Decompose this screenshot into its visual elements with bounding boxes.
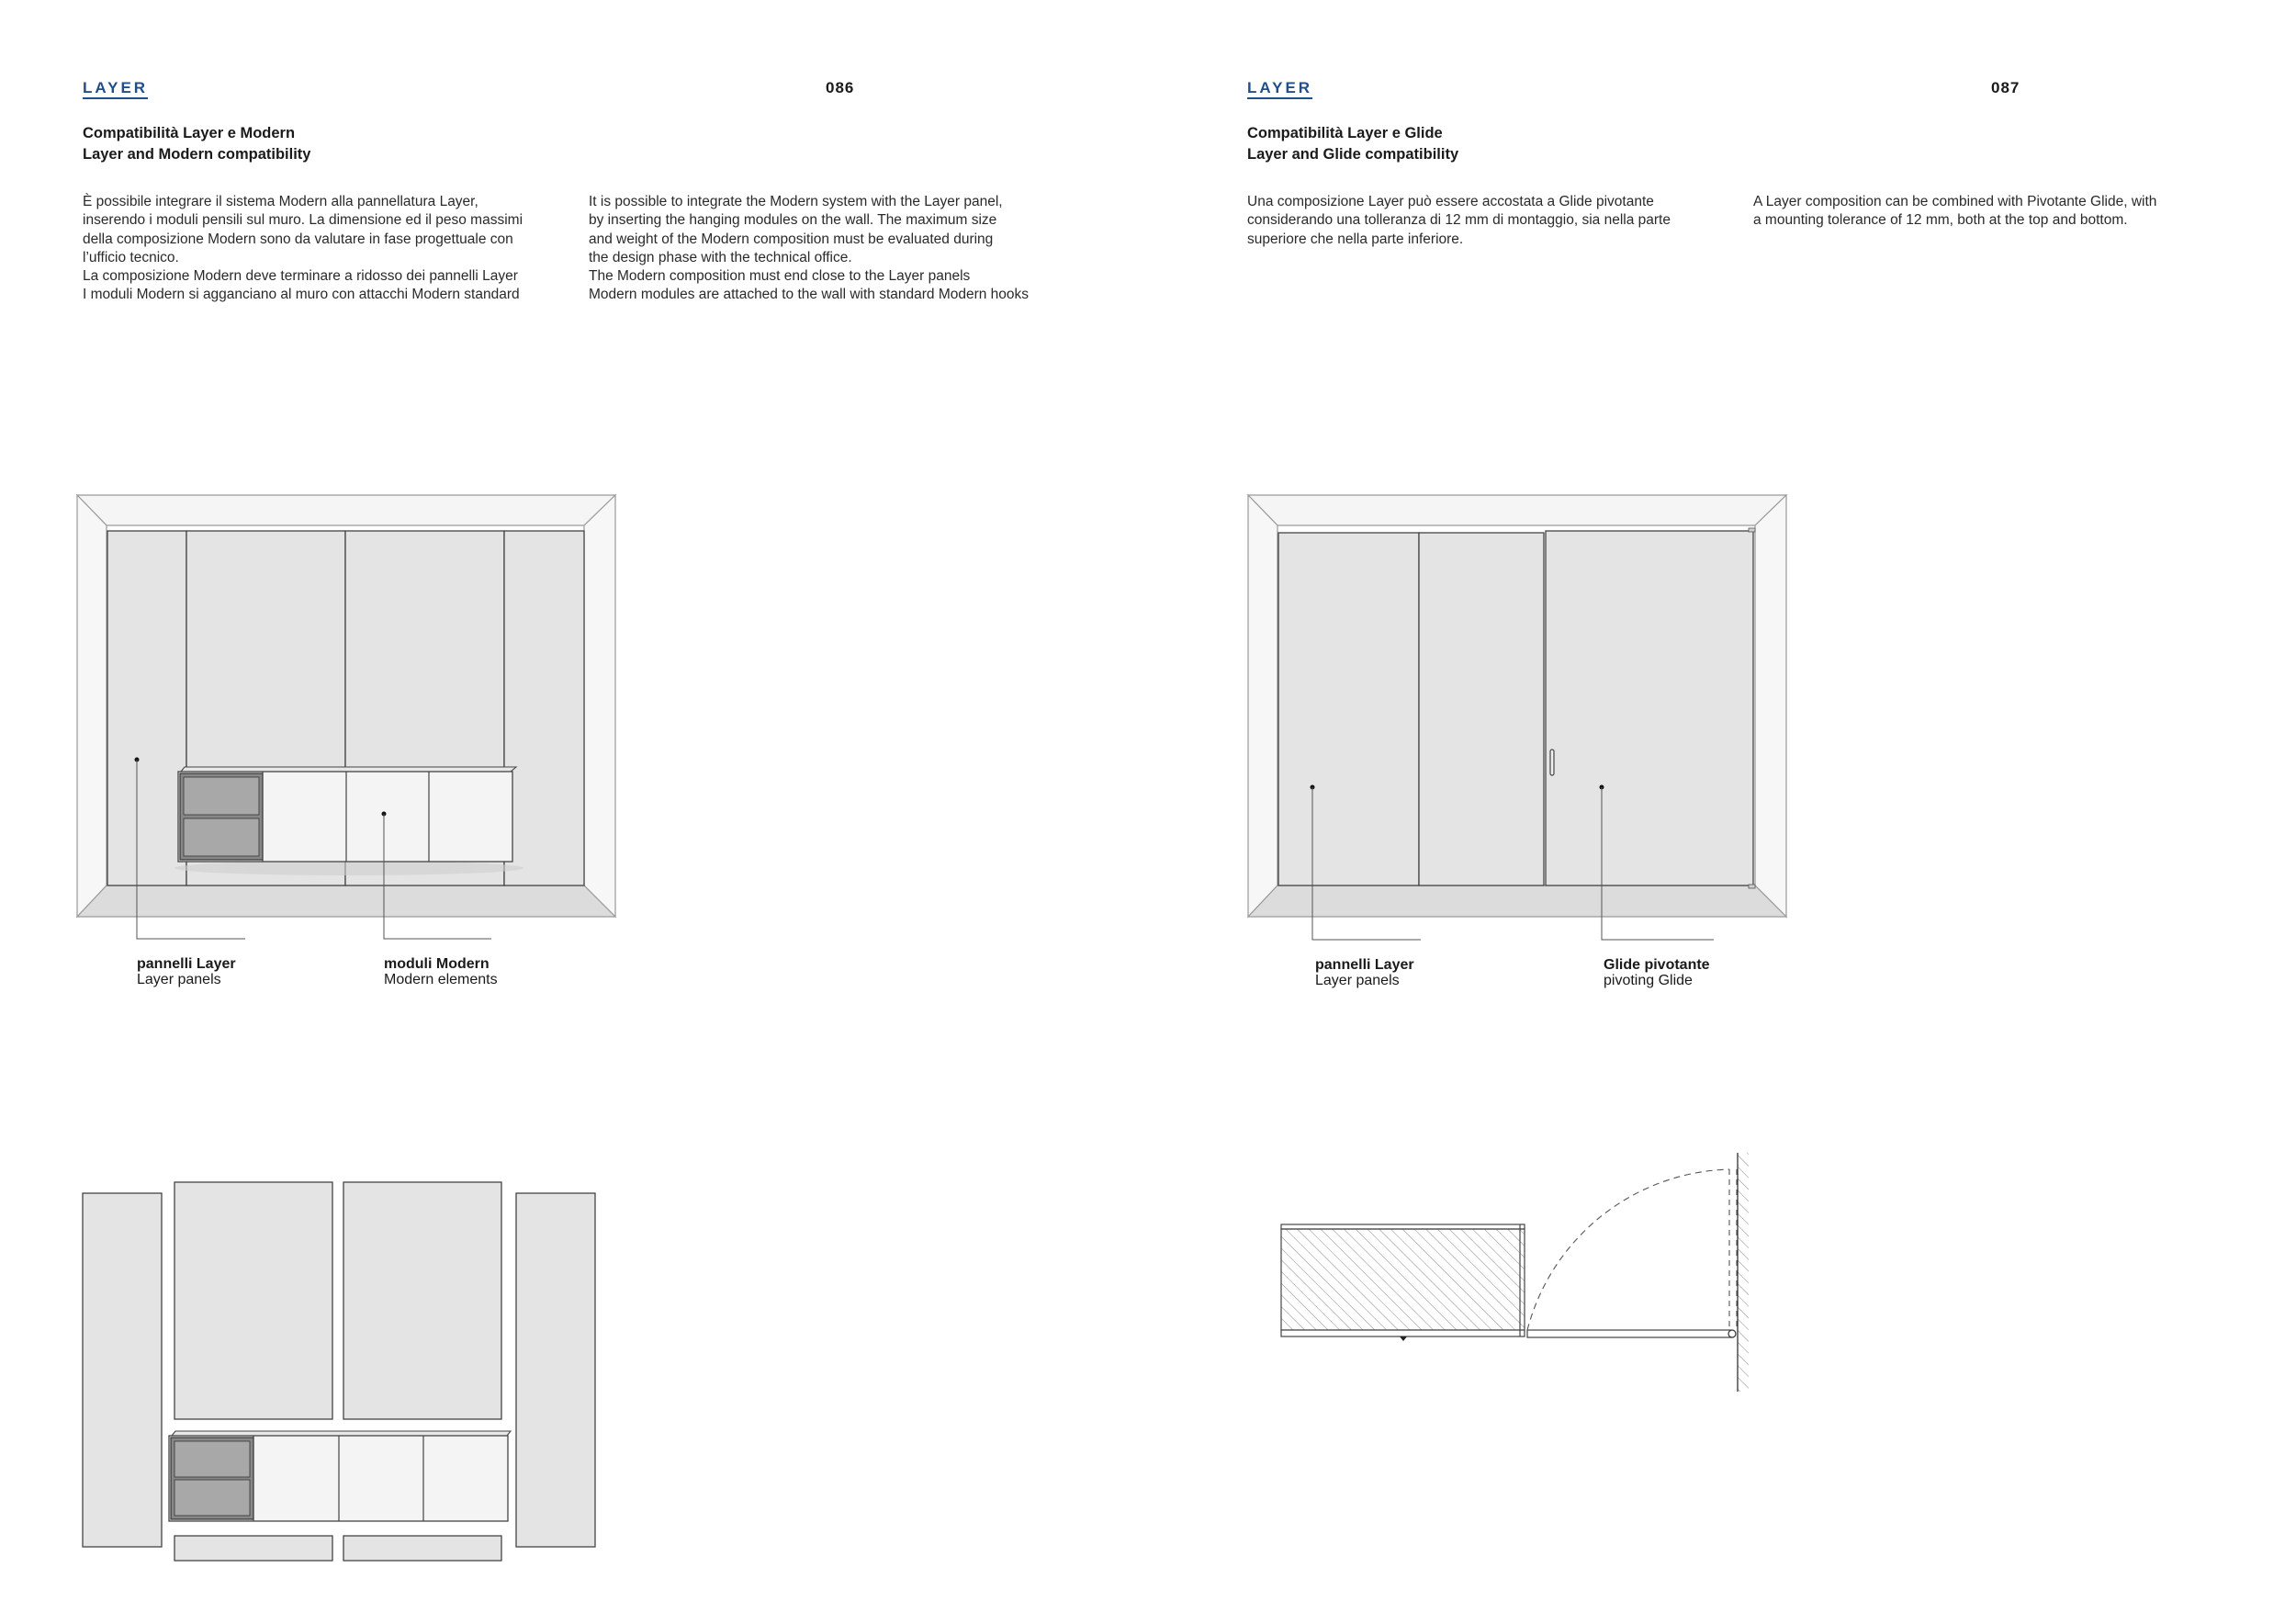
paragraph-english-right xyxy=(1753,193,2249,231)
callout-subtitle: Layer panels xyxy=(137,972,221,987)
callout-subtitle: pivoting Glide xyxy=(1604,973,1693,988)
layer-glide-plan-section-drawing xyxy=(1267,1153,1782,1410)
text-line: a mounting tolerance of 12 mm, both at the top and bottom. xyxy=(1753,212,2128,229)
text-line: Modern modules are attached to the wall with standard Modern hooks xyxy=(589,287,1030,303)
paragraph-italian-left xyxy=(83,193,569,305)
text-line: La composizione Modern deve terminare a ridosso dei pannelli Layer xyxy=(83,268,518,285)
section-heading-right xyxy=(1247,123,1458,165)
text-line: inserendo i moduli pensili sul muro. La dimensione ed il peso massimi xyxy=(83,212,523,229)
paragraph-english-left xyxy=(589,193,1085,305)
text-line: della composizione Modern sono da valutare in fase progettuale con xyxy=(83,231,513,247)
wall-section xyxy=(1738,1153,1749,1392)
callout-label-glide-pivoting xyxy=(1604,957,1710,988)
text-line: È possibile integrare il sistema Modern alla pannellatura Layer, xyxy=(83,194,478,209)
callout-subtitle: Modern elements xyxy=(384,972,498,987)
callout-title: pannelli Layer xyxy=(1315,957,1414,973)
text-line: A Layer composition can be combined with Pivotante Glide, with xyxy=(1753,194,2157,209)
glide-pivoting-door xyxy=(1546,528,1755,888)
callout-title: pannelli Layer xyxy=(137,956,236,972)
text-line: Una composizione Layer può essere accostata a Glide pivotante xyxy=(1247,194,1654,209)
modern-modules-exploded xyxy=(169,1431,511,1521)
layer-panel-section xyxy=(1281,1224,1525,1341)
text-line: considerando una tolleranza di 12 mm di montaggio, sia nella parte xyxy=(1247,212,1671,229)
text-line: It is possible to integrate the Modern system with the Layer panel, xyxy=(589,194,1003,209)
callout-subtitle: Layer panels xyxy=(1315,973,1400,988)
text-line: the design phase with the technical office. xyxy=(589,249,852,265)
brand-logo-left: LAYER xyxy=(83,79,149,96)
callout-label-layer-panels xyxy=(137,956,236,987)
heading-italian: Compatibilità Layer e Modern xyxy=(83,125,296,141)
heading-english: Layer and Modern compatibility xyxy=(83,146,311,163)
modern-modules xyxy=(178,767,516,862)
glide-door-section xyxy=(1527,1169,1737,1337)
layer-panels xyxy=(1278,533,1544,885)
heading-italian: Compatibilità Layer e Glide xyxy=(1247,125,1443,141)
heading-english: Layer and Glide compatibility xyxy=(1247,146,1459,163)
callout-title: Glide pivotante xyxy=(1604,957,1710,973)
text-line: The Modern composition must end close to the Layer panels xyxy=(589,268,971,285)
section-heading-left xyxy=(83,123,310,165)
brand-logo-right: LAYER xyxy=(1247,79,1313,96)
page-number-left: 086 xyxy=(826,79,855,96)
text-line: by inserting the hanging modules on the wall. The maximum size xyxy=(589,212,997,229)
text-line: superiore che nella parte inferiore. xyxy=(1247,231,1464,247)
callout-title: moduli Modern xyxy=(384,956,490,972)
text-line: and weight of the Modern composition must be evaluated during xyxy=(589,231,994,247)
paragraph-italian-right xyxy=(1247,193,1734,249)
text-line: I moduli Modern si agganciano al muro con attacchi Modern standard xyxy=(83,287,520,303)
callout-label-modern-modules xyxy=(384,956,498,987)
layer-modern-exploded-drawing xyxy=(73,1176,625,1571)
callout-label-layer-panels-right xyxy=(1315,957,1414,988)
text-line: l’ufficio tecnico. xyxy=(83,249,179,265)
page-number-right: 087 xyxy=(1991,79,2020,96)
